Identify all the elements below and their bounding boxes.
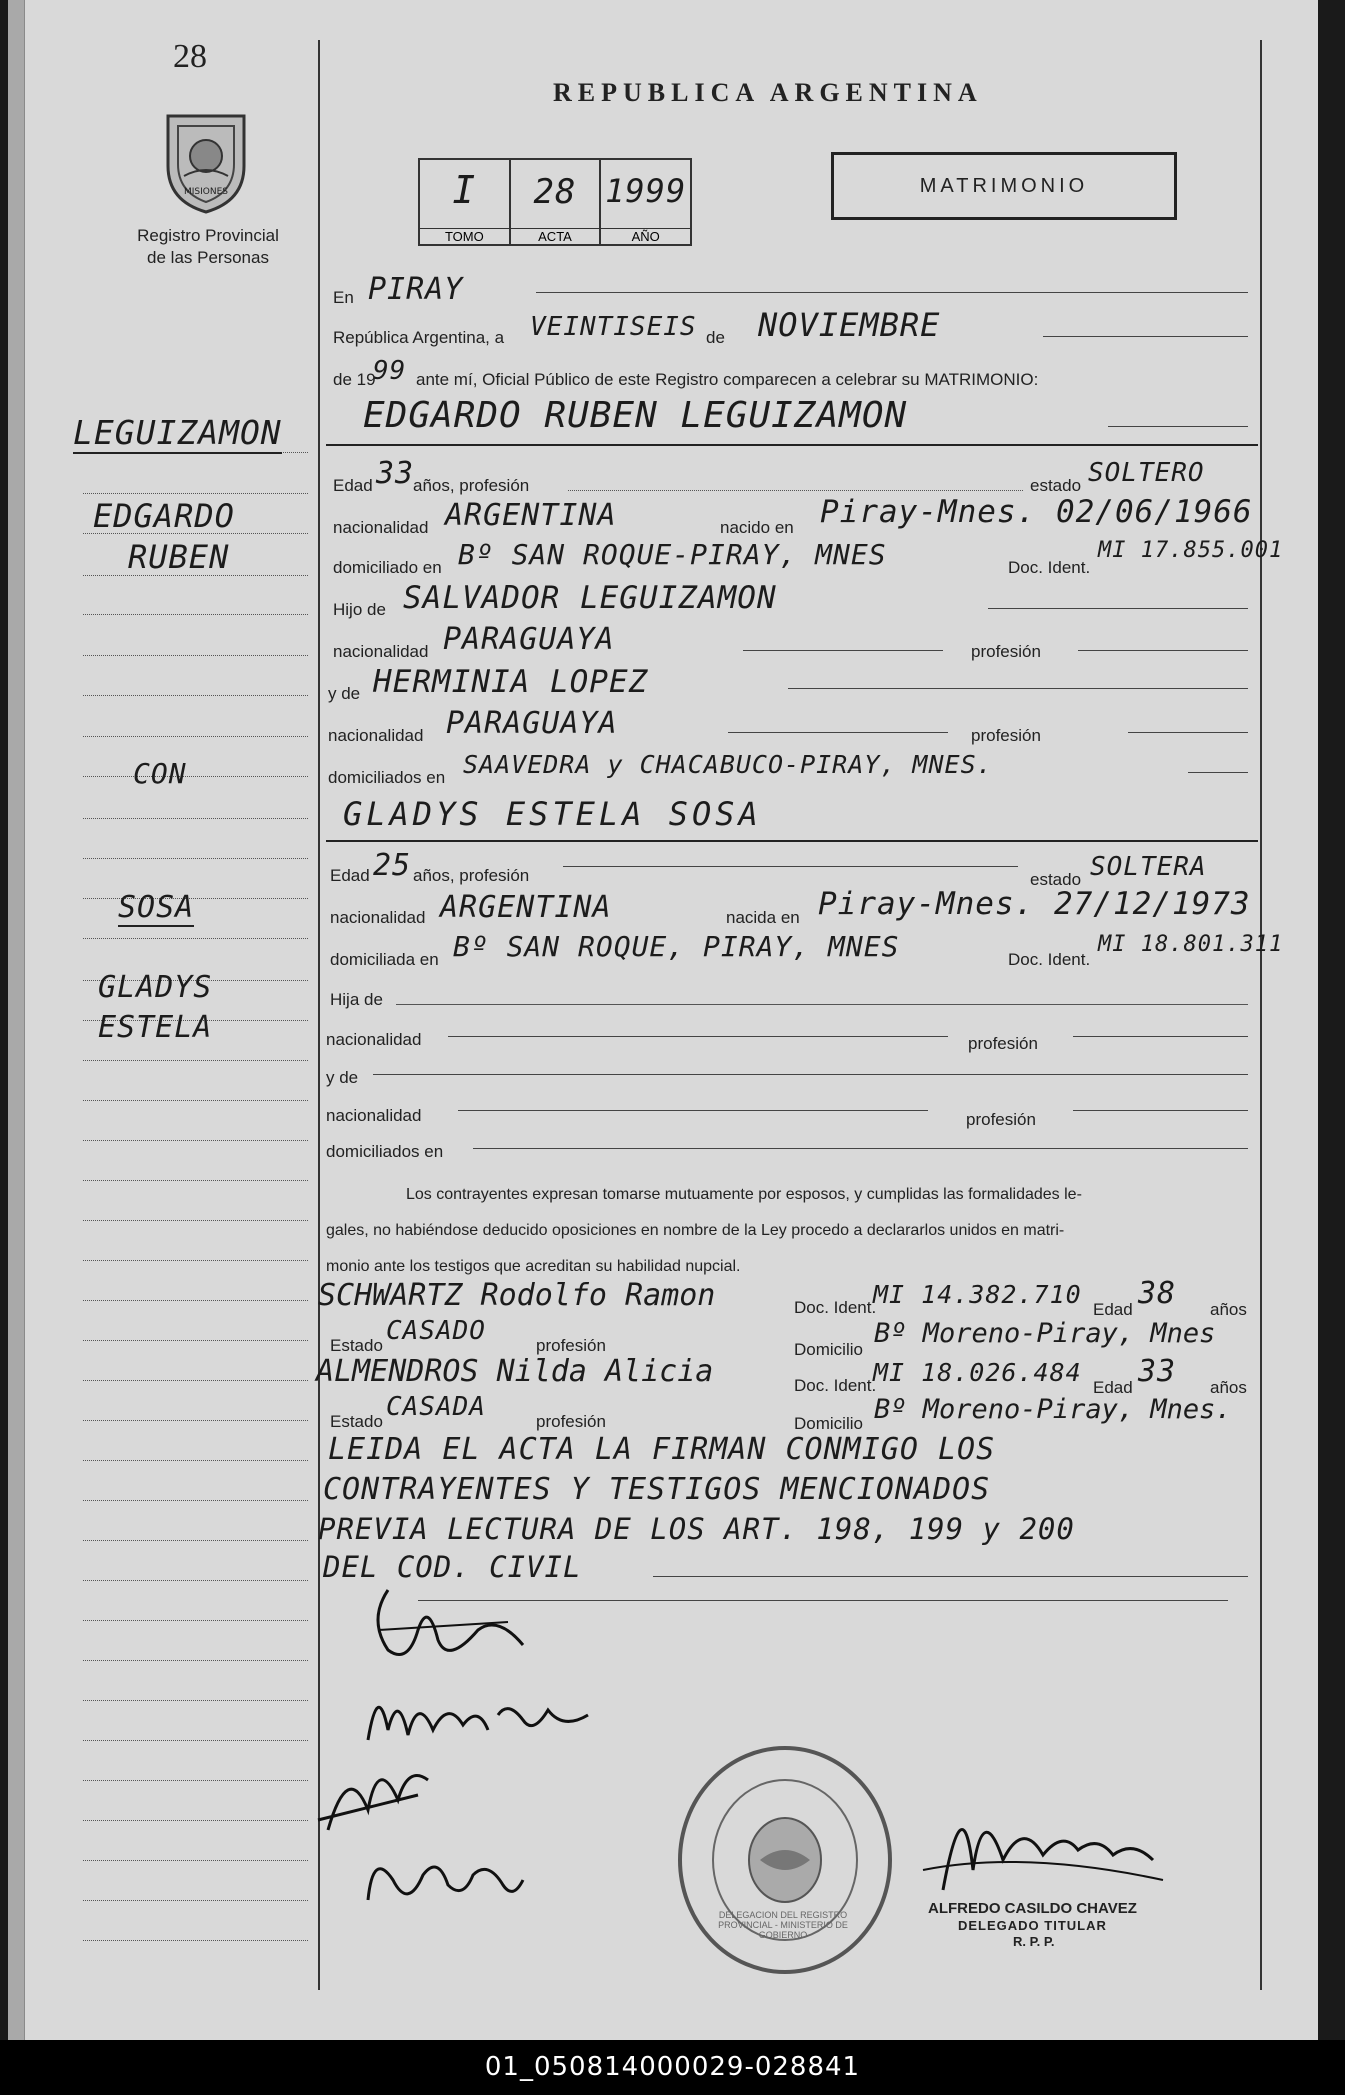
ano-label: AÑO: [601, 228, 690, 244]
witness2-prof-label: profesión: [536, 1412, 606, 1431]
page-number: 28: [173, 38, 207, 75]
witness2-doc: MI 18.026.484: [873, 1358, 1082, 1387]
groom-signature: [358, 1570, 538, 1680]
groom-nacido-label: nacido en: [720, 518, 794, 537]
witness1-signature: [308, 1740, 438, 1850]
tomo-cell: [420, 160, 511, 244]
official-stamp: [670, 1740, 900, 1980]
witness1-prof-label: profesión: [536, 1336, 606, 1355]
margin-surname: LEGUIZAMON: [73, 413, 282, 452]
acta-cell: [511, 160, 602, 244]
closing-line1: LEIDA EL ACTA LA FIRMAN CONMIGO LOS: [328, 1432, 996, 1467]
seal-label: MISIONES: [183, 187, 229, 197]
month-value: NOVIEMBRE: [758, 306, 941, 344]
tomo-label: TOMO: [420, 228, 509, 244]
bride-estado-label: estado: [1030, 870, 1082, 889]
groom-full-name: EDGARDO RUBEN LEGUIZAMON: [363, 395, 908, 436]
country-title: REPUBLICA ARGENTINA: [553, 78, 983, 107]
official-title: DELEGADO TITULAR: [958, 1918, 1107, 1933]
official-office: R. P. P.: [1013, 1934, 1055, 1949]
witness1-estado: CASADO: [386, 1316, 486, 1346]
registry-line1: Registro Provincial: [137, 226, 279, 245]
groom-mother-nat: PARAGUAYA: [446, 706, 618, 741]
witness2-estado-label: Estado: [330, 1412, 383, 1431]
image-id-footer: 01_050814000029-028841: [0, 2040, 1345, 2095]
margin-name3: GLADYS: [98, 970, 213, 1005]
groom-age: 33: [376, 456, 415, 491]
provincial-seal-icon: [158, 106, 254, 216]
bride-hija-label: Hija de: [330, 990, 383, 1009]
groom-estado-label: estado: [1030, 476, 1082, 495]
ano-cell: [601, 160, 690, 244]
bride-prof-label: profesión: [968, 1034, 1038, 1053]
groom-nac-label: nacionalidad: [333, 518, 429, 537]
closing-line4: DEL COD. CIVIL: [323, 1550, 582, 1584]
groom-parents-dom-label: domiciliados en: [328, 768, 446, 787]
witness1-doc: MI 14.382.710: [873, 1280, 1082, 1309]
bride-age: 25: [373, 848, 412, 883]
groom-edad-label: Edad: [333, 476, 373, 495]
witness1-dom-label: Domicilio: [794, 1340, 863, 1359]
margin-con: CON: [133, 757, 187, 790]
official-signature: [903, 1760, 1183, 1910]
witness1-name: SCHWARTZ Rodolfo Ramon: [318, 1278, 716, 1313]
groom-father-nat-label: nacionalidad: [333, 642, 429, 661]
declaration-line3: monio ante los testigos que acreditan su habilidad nupcial.: [326, 1258, 741, 1275]
witness2-signature: [353, 1840, 533, 1920]
groom-nationality: ARGENTINA: [445, 498, 617, 533]
witness2-doc-label: Doc. Ident.: [794, 1376, 877, 1395]
en-label: En: [333, 288, 354, 307]
witness1-domicile: Bº Moreno-Piray, Mnes: [874, 1318, 1216, 1349]
intro-text: ante mí, Oficial Público de este Registro comparecen a celebrar su MATRIMONIO:: [416, 370, 1039, 389]
witness1-doc-label: Doc. Ident.: [794, 1298, 877, 1317]
groom-doc-label: Doc. Ident.: [1008, 558, 1091, 577]
bride-nat2-label: nacionalidad: [326, 1106, 422, 1125]
acta-label: ACTA: [511, 228, 600, 244]
bride-full-name: GLADYS ESTELA SOSA: [343, 795, 762, 833]
binding-edge: [8, 0, 25, 2040]
groom-father: SALVADOR LEGUIZAMON: [403, 580, 777, 616]
act-type-label: MATRIMONIO: [919, 174, 1089, 197]
bride-nacida-label: nacida en: [726, 908, 800, 927]
bride-anos-profesion: años, profesión: [413, 866, 530, 885]
groom-doc: MI 17.855.001: [1098, 538, 1284, 563]
record-id-box: [418, 158, 692, 246]
bride-doc: MI 18.801.311: [1098, 932, 1284, 957]
de-label: de: [706, 328, 725, 347]
witness2-estado: CASADA: [386, 1392, 486, 1422]
bride-dom-label: domiciliada en: [330, 950, 439, 969]
republic-label: República Argentina, a: [333, 328, 505, 347]
official-name: ALFREDO CASILDO CHAVEZ: [928, 1900, 1137, 1917]
bride-estado: SOLTERA: [1090, 852, 1207, 882]
margin-name1: EDGARDO: [93, 497, 235, 535]
bride-doc-label: Doc. Ident.: [1008, 950, 1091, 969]
declaration-line2: gales, no habiéndose deducido oposiciones en nombre de la Ley procedo a declararlos unidos en matri-: [326, 1222, 1065, 1239]
de-year-label: de 19: [333, 370, 376, 389]
margin-column-rule: [318, 40, 320, 1990]
closing-line2: CONTRAYENTES Y TESTIGOS MENCIONADOS: [323, 1472, 991, 1507]
witness2-dom-label: Domicilio: [794, 1414, 863, 1433]
margin-surname2: SOSA: [118, 890, 195, 925]
declaration-line1: Los contrayentes expresan tomarse mutuamente por esposos, y cumplidas las formalidades le-: [406, 1186, 1082, 1203]
margin-name4: ESTELA: [98, 1010, 213, 1045]
act-type-box: [831, 152, 1177, 220]
closing-line3: PREVIA LECTURA DE LOS ART. 198, 199 y 200: [318, 1512, 1075, 1546]
registry-line2: de las Personas: [147, 248, 269, 267]
bride-nationality: ARGENTINA: [440, 890, 612, 925]
groom-parents-dom: SAAVEDRA y CHACABUCO-PIRAY, MNES.: [463, 750, 993, 779]
bride-yde-label: y de: [326, 1068, 359, 1087]
bride-dom2-label: domiciliados en: [326, 1142, 444, 1161]
year-value: 99: [373, 356, 407, 386]
bride-nac-label: nacionalidad: [330, 908, 426, 927]
groom-hijo-label: Hijo de: [333, 600, 386, 619]
register-page: [8, 0, 1318, 2040]
margin-name2: RUBEN: [128, 538, 230, 576]
witness2-edad-label: Edad: [1093, 1378, 1133, 1397]
groom-anos-profesion: años, profesión: [413, 476, 530, 495]
groom-yde-label: y de: [328, 684, 361, 703]
witness1-edad-label: Edad: [1093, 1300, 1133, 1319]
witness1-estado-label: Estado: [330, 1336, 383, 1355]
bride-birth: Piray-Mnes. 27/12/1973: [818, 886, 1251, 922]
witness2-domicile: Bº Moreno-Piray, Mnes.: [874, 1394, 1232, 1425]
groom-prof-label: profesión: [971, 642, 1041, 661]
acta-value: 28: [533, 172, 577, 212]
groom-mother: HERMINIA LOPEZ: [373, 664, 649, 700]
witness1-age: 38: [1138, 1276, 1177, 1311]
groom-estado: SOLTERO: [1088, 458, 1205, 488]
bride-prof2-label: profesión: [966, 1110, 1036, 1129]
groom-mother-nat-label: nacionalidad: [328, 726, 424, 745]
ano-value: 1999: [605, 172, 687, 210]
bride-nat-label: nacionalidad: [326, 1030, 422, 1049]
witness1-anos-label: años: [1210, 1300, 1247, 1319]
day-value: VEINTISEIS: [530, 312, 697, 342]
witness2-age: 33: [1138, 1354, 1177, 1389]
groom-birth: Piray-Mnes. 02/06/1966: [820, 494, 1253, 530]
tomo-value: I: [452, 168, 477, 212]
stamp-text: DELEGACION DEL REGISTRO PROVINCIAL - MINISTERIO DE GOBIERNO: [718, 1910, 848, 1940]
groom-dom-label: domiciliado en: [333, 558, 442, 577]
place-value: PIRAY: [368, 272, 464, 307]
witness2-anos-label: años: [1210, 1378, 1247, 1397]
groom-father-nat: PARAGUAYA: [443, 622, 615, 657]
groom-prof2-label: profesión: [971, 726, 1041, 745]
right-rule: [1260, 40, 1262, 1990]
witness2-name: ALMENDROS Nilda Alicia: [316, 1354, 714, 1389]
bride-edad-label: Edad: [330, 866, 370, 885]
bride-domicile: Bº SAN ROQUE, PIRAY, MNES: [453, 930, 900, 963]
groom-domicile: Bº SAN ROQUE-PIRAY, MNES: [458, 538, 887, 571]
